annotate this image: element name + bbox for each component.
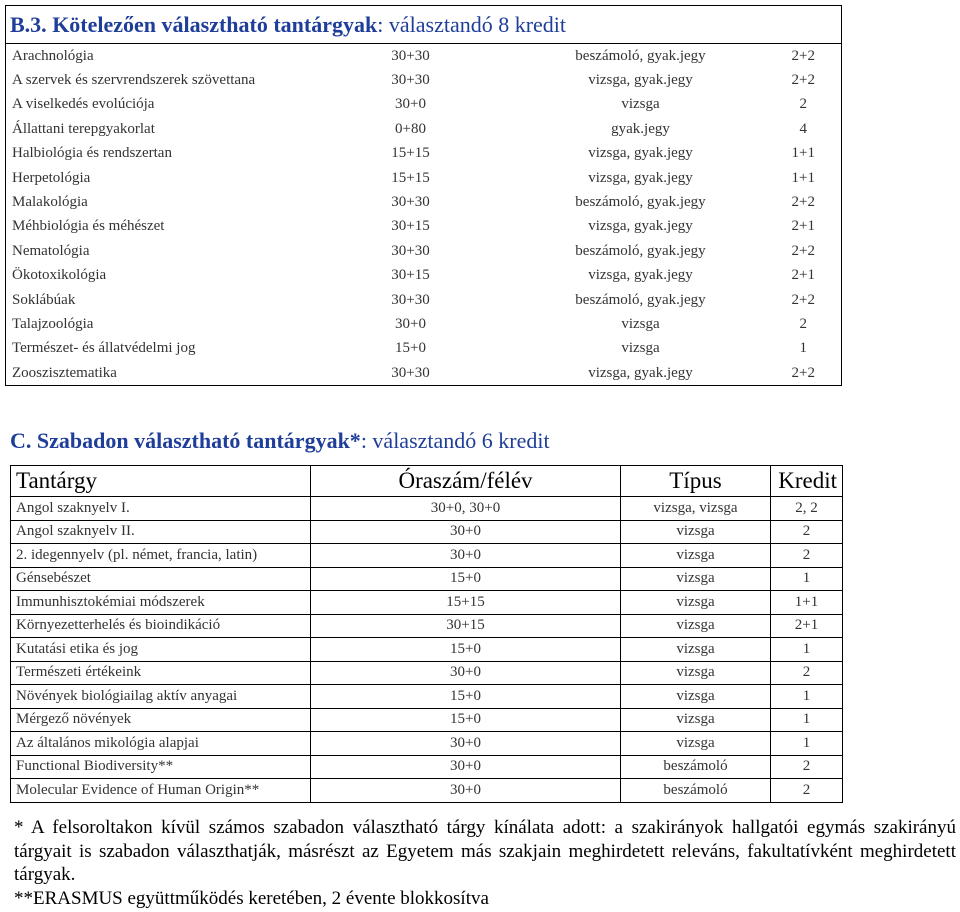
hours-cell: 15+0 <box>311 638 621 662</box>
header-subject: Tantárgy <box>11 466 311 497</box>
table-row <box>6 117 842 141</box>
section-c-table <box>10 465 843 803</box>
hours-cell: 30+0 <box>311 661 621 685</box>
table-row <box>11 544 843 568</box>
credit-cell: 1+1 <box>766 142 842 166</box>
type-cell: beszámoló, gyak.jegy <box>575 194 706 211</box>
subject-cell: Az általános mikológia alapjai <box>11 732 311 756</box>
subject-cell: Functional Biodiversity** <box>11 755 311 779</box>
section-b-title-rest: : választandó 8 kredit <box>377 11 567 37</box>
hours-cell: 30+30 <box>391 242 430 259</box>
subject-cell: Angol szaknyelv I. <box>11 497 311 521</box>
subject-cell: Malakológia <box>6 190 306 214</box>
subject-cell: Angol szaknyelv II. <box>11 520 311 544</box>
table-row <box>11 708 843 732</box>
hours-cell: 30+0 <box>311 732 621 756</box>
table-row <box>11 685 843 709</box>
type-cell: vizsga, gyak.jegy <box>516 361 766 386</box>
table-row <box>11 638 843 662</box>
type-cell: beszámoló <box>621 779 771 803</box>
hours-cell: 30+30 <box>391 72 430 89</box>
hours-cell: 15+0 <box>311 708 621 732</box>
section-c-title-rest: : választandó 6 kredit <box>360 428 550 453</box>
credit-cell: 2 <box>771 755 843 779</box>
credit-cell: 2 <box>771 520 843 544</box>
hours-cell: 30+0 <box>311 544 621 568</box>
subject-cell: Méhbiológia és méhészet <box>6 215 306 239</box>
table-row <box>11 614 843 638</box>
credit-cell: 2+1 <box>771 614 843 638</box>
section-c-title <box>10 428 550 454</box>
type-cell: vizsga <box>621 567 771 591</box>
table-row <box>6 166 842 190</box>
table-row <box>11 779 843 803</box>
hours-cell: 30+0 <box>311 520 621 544</box>
table-row <box>6 215 842 239</box>
type-cell: vizsga <box>621 591 771 615</box>
hours-cell: 30+0 <box>311 755 621 779</box>
table-row <box>6 93 842 117</box>
credit-cell: 1 <box>771 567 843 591</box>
type-cell: vizsga <box>621 661 771 685</box>
type-cell: vizsga <box>621 520 771 544</box>
credit-cell: 2 <box>766 312 842 336</box>
hours-cell: 15+15 <box>311 591 621 615</box>
table-row <box>11 520 843 544</box>
hours-cell: 0+80 <box>395 120 426 137</box>
header-type: Típus <box>621 466 771 497</box>
hours-cell: 15+15 <box>391 145 430 162</box>
type-cell: vizsga <box>621 315 660 332</box>
hours-cell: 30+30 <box>306 44 516 69</box>
section-b-rows <box>6 44 842 386</box>
table-row <box>11 661 843 685</box>
credit-cell: 2+2 <box>766 68 842 92</box>
section-c-rows <box>11 497 843 803</box>
table-row <box>6 288 842 312</box>
footnotes <box>14 816 956 910</box>
section-c-title-strong: C. Szabadon választható tantárgyak* <box>10 428 361 453</box>
subject-cell: Természet- és állatvédelmi jog <box>6 337 306 361</box>
type-cell: vizsga, gyak.jegy <box>588 267 693 284</box>
credit-cell: 1+1 <box>771 591 843 615</box>
table-row <box>11 567 843 591</box>
section-b-title-strong: Kötelezően választható tantárgyak <box>52 11 378 37</box>
credit-cell: 2+2 <box>766 288 842 312</box>
credit-cell: 2 <box>771 661 843 685</box>
table-row <box>6 44 842 69</box>
credit-cell: 2 <box>766 93 842 117</box>
hours-cell: 15+15 <box>391 169 430 186</box>
subject-cell: A viselkedés evolúciója <box>6 93 306 117</box>
table-row <box>11 755 843 779</box>
credit-cell: 4 <box>766 117 842 141</box>
credit-cell: 1 <box>771 685 843 709</box>
subject-cell: Ökotoxikológia <box>6 264 306 288</box>
table-row <box>6 361 842 386</box>
credit-cell: 2+2 <box>766 190 842 214</box>
credit-cell: 2 <box>771 544 843 568</box>
type-cell: beszámoló, gyak.jegy <box>516 44 766 69</box>
hours-cell: 30+15 <box>391 218 430 235</box>
subject-cell: 2. idegennyelv (pl. német, francia, latin) <box>11 544 311 568</box>
subject-cell: Nematológia <box>6 239 306 263</box>
subject-cell: Molecular Evidence of Human Origin** <box>11 779 311 803</box>
table-row <box>6 68 842 92</box>
subject-cell: Herpetológia <box>6 166 306 190</box>
type-cell: beszámoló <box>621 755 771 779</box>
table-row <box>11 591 843 615</box>
subject-cell: Mérgező növények <box>11 708 311 732</box>
hours-cell: 30+0 <box>311 779 621 803</box>
type-cell: vizsga <box>621 685 771 709</box>
table-row <box>11 732 843 756</box>
credit-cell: 2, 2 <box>771 497 843 521</box>
subject-cell: Soklábúak <box>6 288 306 312</box>
type-cell: vizsga <box>621 614 771 638</box>
credit-cell: 2+2 <box>766 44 842 69</box>
section-b-title <box>6 6 842 44</box>
section-b-title-row <box>6 6 842 44</box>
table-row <box>11 497 843 521</box>
subject-cell: Immunhisztokémiai módszerek <box>11 591 311 615</box>
type-cell: beszámoló, gyak.jegy <box>575 291 706 308</box>
section-c-header-row <box>11 466 843 497</box>
credit-cell: 1 <box>771 708 843 732</box>
type-cell: vizsga <box>621 96 660 113</box>
type-cell: vizsga, gyak.jegy <box>588 169 693 186</box>
footnote-2: **ERASMUS együttműködés keretében, 2 évente blokkosítva <box>14 887 489 909</box>
hours-cell: 15+0 <box>311 685 621 709</box>
subject-cell: A szervek és szervrendszerek szövettana <box>6 68 306 92</box>
hours-cell: 15+0 <box>311 567 621 591</box>
type-cell: vizsga <box>621 544 771 568</box>
hours-cell: 30+15 <box>391 267 430 284</box>
credit-cell: 1 <box>766 337 842 361</box>
subject-cell: Természeti értékeink <box>11 661 311 685</box>
table-row <box>6 190 842 214</box>
credit-cell: 2+2 <box>766 361 842 386</box>
subject-cell: Környezetterhelés és bioindikáció <box>11 614 311 638</box>
type-cell: vizsga <box>621 638 771 662</box>
section-b-table <box>5 5 842 386</box>
hours-cell: 30+0 <box>395 315 426 332</box>
type-cell: vizsga, gyak.jegy <box>588 218 693 235</box>
credit-cell: 2+1 <box>766 264 842 288</box>
header-hours: Óraszám/félév <box>311 466 621 497</box>
type-cell: vizsga, gyak.jegy <box>588 72 693 89</box>
hours-cell: 30+0 <box>395 96 426 113</box>
credit-cell: 2+2 <box>766 239 842 263</box>
table-row <box>6 312 842 336</box>
subject-cell: Arachnológia <box>6 44 306 69</box>
credit-cell: 1+1 <box>766 166 842 190</box>
table-row <box>6 239 842 263</box>
hours-cell: 15+0 <box>395 340 426 357</box>
type-cell: vizsga, gyak.jegy <box>588 145 693 162</box>
type-cell: vizsga <box>621 708 771 732</box>
type-cell: gyak.jegy <box>611 120 670 137</box>
subject-cell: Génsebészet <box>11 567 311 591</box>
hours-cell: 30+0, 30+0 <box>311 497 621 521</box>
type-cell: vizsga <box>621 340 660 357</box>
table-row <box>6 264 842 288</box>
hours-cell: 30+30 <box>391 291 430 308</box>
type-cell: beszámoló, gyak.jegy <box>575 242 706 259</box>
credit-cell: 2+1 <box>766 215 842 239</box>
subject-cell: Halbiológia és rendszertan <box>6 142 306 166</box>
subject-cell: Kutatási etika és jog <box>11 638 311 662</box>
header-credit: Kredit <box>771 466 843 497</box>
subject-cell: Talajzoológia <box>6 312 306 336</box>
hours-cell: 30+30 <box>306 361 516 386</box>
subject-cell: Zooszisztematika <box>6 361 306 386</box>
type-cell: vizsga <box>621 732 771 756</box>
subject-cell: Növények biológiailag aktív anyagai <box>11 685 311 709</box>
credit-cell: 2 <box>771 779 843 803</box>
footnote-1: * A felsoroltakon kívül számos szabadon választható tárgy kínálata adott: a szakirányok hallgatói egymás szakirányú tárgyait is szabadon választhatják, másrészt az Egyetem más szakjain meghirdetett releváns, fakultatívként meghirdetett tárgyak. <box>14 817 956 885</box>
hours-cell: 30+15 <box>311 614 621 638</box>
table-row <box>6 142 842 166</box>
type-cell: vizsga, vizsga <box>621 497 771 521</box>
section-b-code: B.3. <box>10 11 47 37</box>
hours-cell: 30+30 <box>391 194 430 211</box>
credit-cell: 1 <box>771 638 843 662</box>
table-row <box>6 337 842 361</box>
credit-cell: 1 <box>771 732 843 756</box>
subject-cell: Állattani terepgyakorlat <box>6 117 306 141</box>
